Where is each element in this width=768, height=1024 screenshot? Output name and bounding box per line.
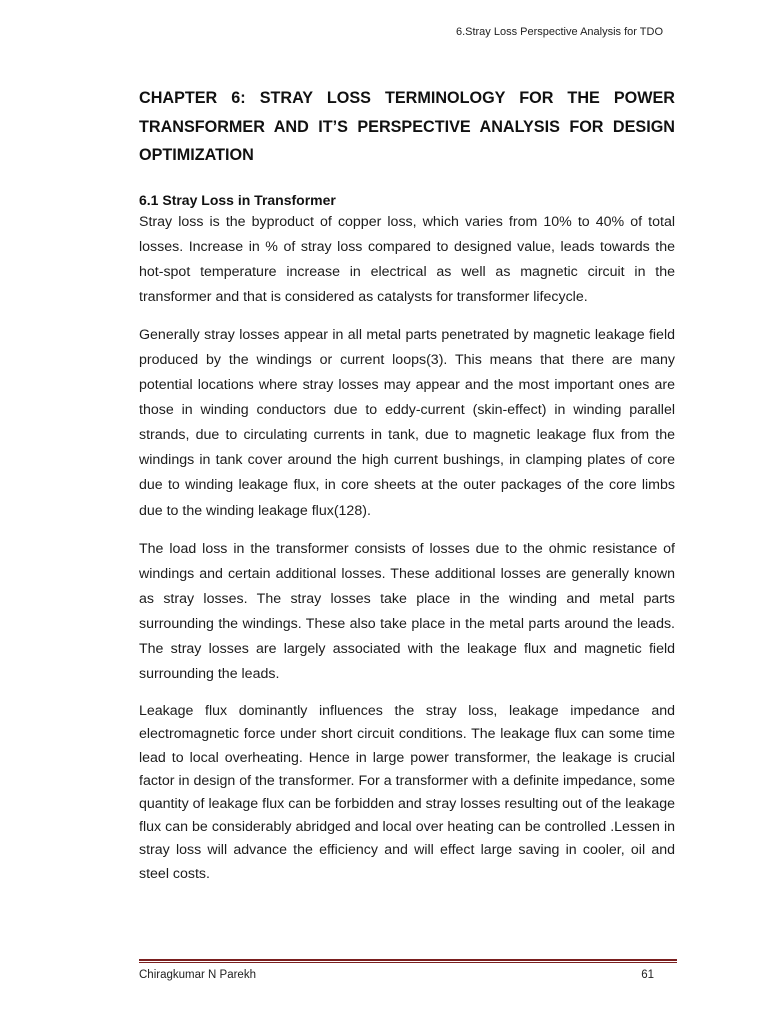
- paragraph-2: Generally stray losses appear in all metal parts penetrated by magnetic leakage field produced by the windings or current loops(3). This means that there are many potential locations where stray losses may appear and the most important ones are those in winding conductors due to eddy-current (skin-effect) in winding parallel strands, due to circulating currents in tank, due to magnetic leakage flux from the windings in tank cover around the high current bushings, in clamping plates of core due to winding leakage flux, in core sheets at the outer packages of the core limbs due to the winding leakage flux(128).: [139, 326, 675, 519]
- chapter-title: CHAPTER 6: STRAY LOSS TERMINOLOGY FOR THE POWER TRANSFORMER AND IT’S PERSPECTIVE ANALYSIS FOR DESIGN OPTIMIZATION: [139, 89, 675, 164]
- page-content: [139, 84, 675, 886]
- footer-author: Chiragkumar N Parekh: [139, 969, 256, 981]
- section-heading: 6.1 Stray Loss in Transformer: [139, 191, 336, 208]
- footer-rule: [139, 959, 677, 963]
- running-header: 6.Stray Loss Perspective Analysis for TDO: [455, 26, 663, 38]
- paragraph-3: The load loss in the transformer consists of losses due to the ohmic resistance of windings and certain additional losses. These additional losses are generally known as stray losses. The stray losses take place in the winding and metal parts surrounding the windings. These also take place in the metal parts around the leads. The stray losses are largely associated with the leakage flux and magnetic field surrounding the leads.: [139, 540, 675, 683]
- page-number: 61: [641, 969, 654, 981]
- paragraph-1: Stray loss is the byproduct of copper loss, which varies from 10% to 40% of total losses. Increase in % of stray loss compared to designed value, leads towards the hot-spot temperature increase in electrical as well as magnetic circuit in the transformer and that is considered as catalysts for transformer lifecycle.: [139, 213, 675, 305]
- paragraph-4: Leakage flux dominantly influences the stray loss, leakage impedance and electromagnetic force under short circuit conditions. The leakage flux can some time lead to local overheating. Hence in large power transformer, the leakage is crucial factor in design of the transformer. For a transformer with a definite impedance, some quantity of leakage flux can be forbidden and stray losses resulting out of the leakage flux can be considerably abridged and local over heating can be controlled .Lessen in stray loss will advance the efficiency and will effect large saving in cooler, oil and steel costs.: [139, 703, 675, 882]
